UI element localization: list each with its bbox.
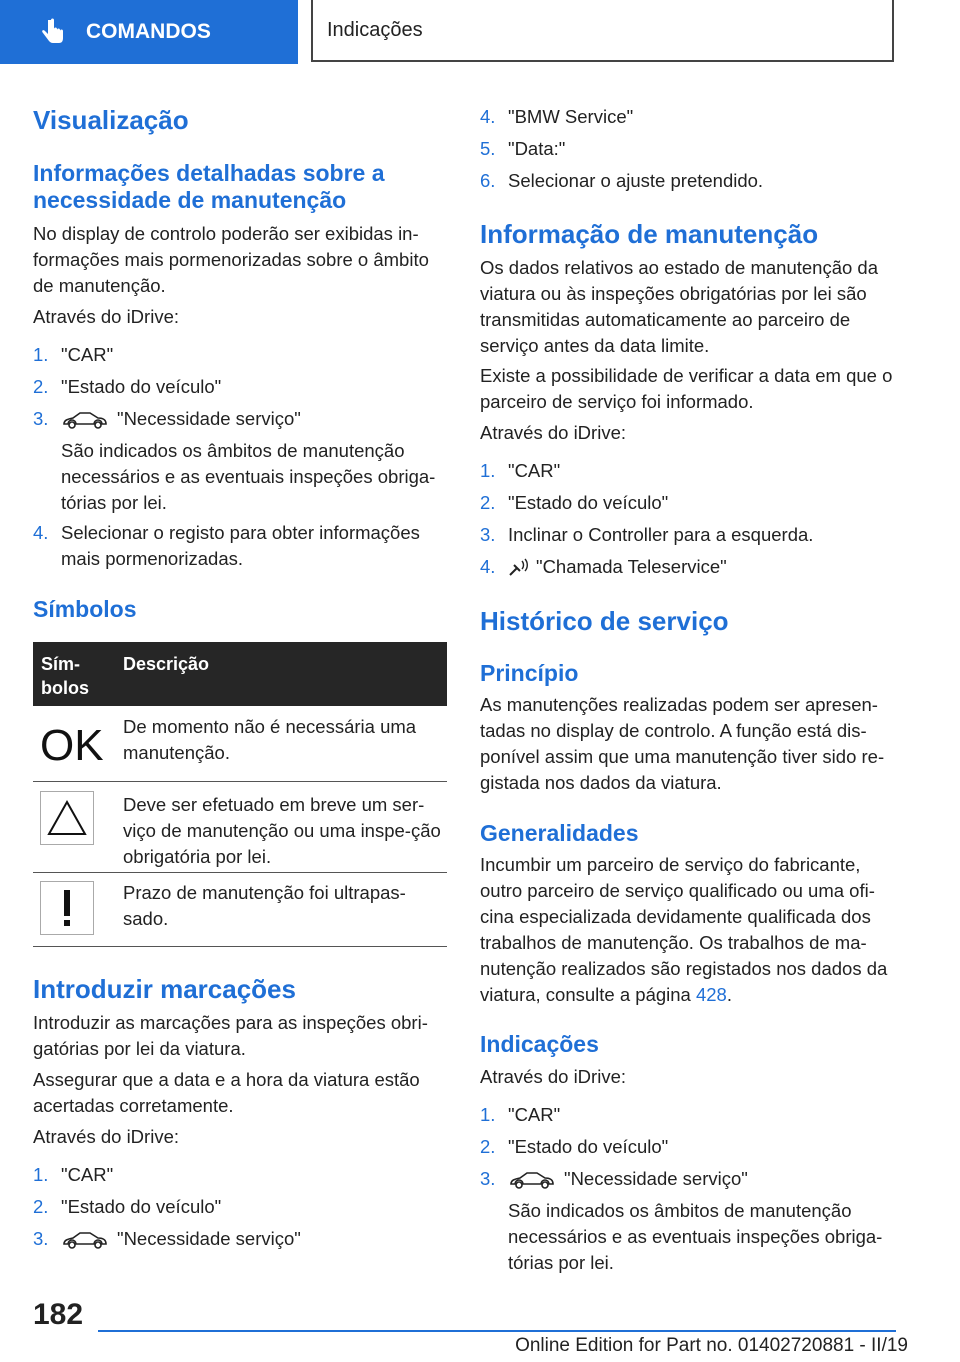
footer-divider [98, 1330, 896, 1332]
list-number: 4. [33, 522, 49, 543]
table-cell-description: De momento não é necessária uma manutenção. [123, 716, 417, 763]
paragraph-info-detalhadas: No display de controlo poderão ser exibidas in-formações mais pormenorizadas sobre o âmbito de manutenção. [33, 223, 429, 296]
paragraph-text: Incumbir um parceiro de serviço do fabricante, outro parceiro de serviço qualificado ou uma ofi-cina especializada devidamente qualificada dos trabalhos de manutenção. Os trabalhos de ma-nutenção realizados são registados nos dados da viatura, consulte a página [480, 854, 888, 1005]
via-idrive-2: Através do iDrive: [33, 1126, 179, 1147]
table-header [33, 642, 447, 706]
list-number: 4. [480, 106, 496, 127]
list-text-with-icon [61, 406, 301, 432]
paragraph-intro-2: Assegurar que a data e a hora da viatura estão acertadas corretamente. [33, 1069, 420, 1116]
paragraph-generalidades [480, 852, 896, 1008]
section-label: COMANDOS [86, 20, 211, 43]
list-text: "CAR" [61, 344, 114, 365]
list-text-with-icon [508, 554, 727, 580]
step3-note-left: São indicados os âmbitos de manutenção necessários e as eventuais inspeções obriga-tórias por lei. [61, 440, 436, 513]
warning-triangle-icon [41, 792, 93, 844]
table-cell-description: Deve ser efetuado em breve um ser-viço de manutenção ou uma inspe-ção obrigatória por lei. [123, 794, 441, 867]
list-text: "CAR" [61, 1164, 114, 1185]
list-text-with-icon [61, 1226, 301, 1252]
heading-visualizacao: Visualização [33, 105, 189, 135]
svg-text:OK: OK [40, 721, 104, 770]
chapter-title [311, 0, 894, 62]
period: . [726, 984, 732, 1005]
list-number: 2. [33, 1196, 49, 1217]
ok-symbol-icon [40, 721, 104, 770]
heading-simbolos: Símbolos [33, 596, 137, 622]
paragraph-manutencao-1: Os dados relativos ao estado de manutenção da viatura ou às inspeções obrigatórias por lei são transmitidas automaticamente ao parceiro de serviço antes da data limite. [480, 257, 879, 356]
paragraph-principio: As manutenções realizadas podem ser apresen-tadas no display de controlo. A função está dis-ponível assim que uma manutenção tiver sido re-gistada nos dados da viatura. [480, 694, 885, 793]
table-divider [33, 946, 447, 947]
page-link[interactable]: 428 [695, 984, 727, 1005]
hand-pointer-icon [38, 17, 68, 47]
via-idrive-1: Através do iDrive: [33, 306, 179, 327]
exclamation-icon [41, 882, 93, 934]
page-number: 182 [33, 1298, 84, 1331]
list-number: 3. [33, 408, 49, 429]
list-text: Selecionar o registo para obter informações mais pormenorizadas. [61, 522, 420, 569]
table-col-simbolos: Sím-bolos [41, 654, 89, 698]
wrench-teleservice-icon [508, 558, 530, 578]
heading-generalidades: Generalidades [480, 820, 639, 846]
list-number: 6. [480, 170, 496, 191]
list-text: "Estado do veículo" [508, 1136, 669, 1157]
table-divider [33, 781, 447, 782]
list-number: 2. [480, 492, 496, 513]
heading-informacao-manutencao: Informação de manutenção [480, 219, 819, 249]
table-col-descricao: Descrição [123, 654, 210, 674]
list-number: 1. [33, 1164, 49, 1185]
list-number: 1. [480, 460, 496, 481]
car-service-icon [61, 410, 109, 430]
list-text: "CAR" [508, 460, 561, 481]
list-text: "Estado do veículo" [508, 492, 669, 513]
list-number: 2. [480, 1136, 496, 1157]
footer-edition: Online Edition for Part no. 01402720881 - II/19 [515, 1335, 908, 1356]
paragraph-intro-1: Introduzir as marcações para as inspeções obri-gatórias por lei da viatura. [33, 1012, 428, 1059]
via-idrive-4: Através do iDrive: [480, 1066, 626, 1087]
list-text: Inclinar o Controller para a esquerda. [508, 524, 814, 545]
via-idrive-3: Através do iDrive: [480, 422, 626, 443]
list-number: 4. [480, 556, 496, 577]
list-text: "Necessidade serviço" [564, 1168, 748, 1189]
step3-note-right: São indicados os âmbitos de manutenção necessários e as eventuais inspeções obriga-tórias por lei. [508, 1200, 883, 1273]
table-cell-description: Prazo de manutenção foi ultrapas-sado. [123, 882, 406, 929]
list-text: "Data:" [508, 138, 566, 159]
list-text: "Necessidade serviço" [117, 1228, 301, 1249]
list-text: "Chamada Teleservice" [536, 556, 727, 577]
list-text: "Estado do veículo" [61, 1196, 222, 1217]
paragraph-manutencao-2: Existe a possibilidade de verificar a data em que o parceiro de serviço foi informado. [480, 365, 893, 412]
list-number: 2. [33, 376, 49, 397]
list-text-with-icon [508, 1166, 748, 1192]
car-service-icon [61, 1230, 109, 1250]
symbol-box [40, 791, 94, 845]
table-divider [33, 872, 447, 873]
list-number: 1. [33, 344, 49, 365]
list-number: 1. [480, 1104, 496, 1125]
heading-indicacoes: Indicações [480, 1031, 599, 1057]
list-number: 3. [33, 1228, 49, 1249]
list-text: "CAR" [508, 1104, 561, 1125]
section-tab-comandos [0, 0, 298, 64]
list-text: Selecionar o ajuste pretendido. [508, 170, 764, 191]
chapter-label: Indicações [327, 18, 423, 41]
list-number: 3. [480, 524, 496, 545]
heading-introduzir-marcacoes: Introduzir marcações [33, 974, 296, 1004]
heading-historico-servico: Histórico de serviço [480, 606, 729, 636]
heading-principio: Princípio [480, 660, 579, 686]
list-text: "BMW Service" [508, 106, 634, 127]
list-text: "Necessidade serviço" [117, 408, 301, 429]
list-text: "Estado do veículo" [61, 376, 222, 397]
symbol-box [40, 881, 94, 935]
car-service-icon [508, 1170, 556, 1190]
list-number: 5. [480, 138, 496, 159]
heading-info-detalhadas: Informações detalhadas sobre a necessidade de manutenção [33, 160, 385, 213]
list-number: 3. [480, 1168, 496, 1189]
